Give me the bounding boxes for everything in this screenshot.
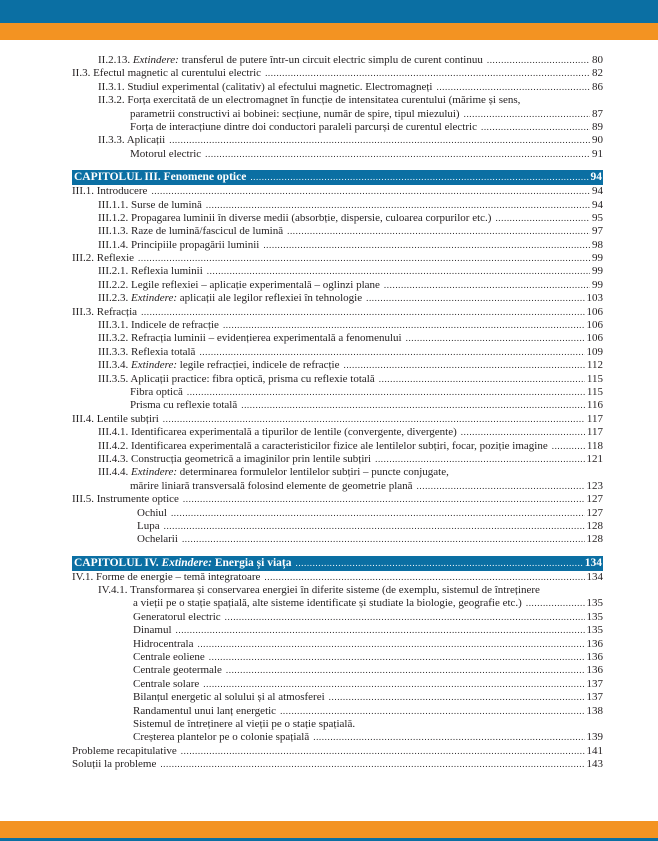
toc-entry-page: 87 [592,107,603,120]
toc-entry-page: 99 [592,252,603,265]
toc-entry-title: Aplicații [126,134,166,147]
toc-entry[interactable] [72,638,603,651]
toc-entry-page: 106 [586,332,603,345]
toc-entry-number: III.3.5. [98,372,129,385]
toc-entry-page: 89 [592,120,603,133]
toc-entry-number: III.2.1. [98,265,129,278]
dot-leader [223,319,585,332]
dot-leader [384,279,590,292]
toc-entry-title: Forța de interacțiune dintre doi conductori paraleli parcurși de curentul electric [130,120,477,133]
toc-entry-page: 136 [586,651,603,664]
toc-entry-title: Introducere [96,185,148,198]
chapter-page: 134 [584,556,602,569]
toc-entry-number: IV.1. [72,570,94,583]
toc-entry[interactable] [72,121,603,134]
dot-leader [379,373,585,386]
toc-entry-title: Centrale eoliene [133,651,205,664]
toc-entry-number: II.2.13. [98,54,131,66]
dot-leader [197,638,584,651]
chapter-italic: Extindere: [161,556,212,569]
toc-entry[interactable] [72,624,603,637]
toc-entry-number: II.3.3. [98,134,125,147]
toc-entry-number: III.1.4. [98,238,129,251]
toc-end-matter [72,745,603,772]
toc-entry-title: Ochiul [137,506,167,519]
toc-entry-number: III.3. [72,305,94,318]
toc-entry-continuation[interactable] [72,597,603,610]
toc-entry[interactable] [72,493,603,506]
header-blue-band [0,0,658,23]
toc-entry-page: 109 [586,345,603,358]
toc-entry-continuation[interactable] [72,108,603,121]
toc-entry-title: Centrale geotermale [133,664,222,677]
dot-leader [203,678,584,691]
chapter-label: CAPITOLUL IV. [74,556,159,569]
dot-leader [487,54,590,67]
toc-entry-title: Hidrocentrala [133,637,194,650]
toc-entry-page: 90 [592,134,603,147]
toc-entry-title: Soluții la probleme [72,758,157,771]
toc-entry[interactable] [72,520,603,533]
toc-entry-title: Identificarea experimentală a tipurilor de lentile (convergente, divergente) [131,426,457,439]
toc-entry[interactable] [72,718,603,731]
spacer [72,547,603,556]
dot-leader [141,306,584,319]
dot-leader [295,556,582,571]
toc-entry[interactable] [72,507,603,520]
toc-entry-page: 128 [586,533,603,546]
toc-entry-number: III.2. [72,252,94,265]
dot-leader [163,413,585,426]
toc-entry-page: 135 [586,624,603,637]
toc-entry[interactable] [72,306,603,319]
toc-entry[interactable] [72,225,603,238]
toc-entry-number: III.3.4. [98,359,129,372]
toc-entry-title: Raze de lumină/fascicul de lumină [131,225,284,238]
dot-leader [164,520,585,533]
dot-leader [187,386,585,399]
toc-entry-page: 117 [586,412,603,425]
toc-entry-number: III.1.1. [98,198,129,211]
dot-leader [329,691,585,704]
dot-leader [417,480,585,493]
toc-entry-title: Dinamul [133,624,172,637]
dot-leader [169,134,590,147]
dot-leader [464,108,590,121]
toc-entry-title: Efectul magnetic al curentului electric [93,67,262,80]
dot-leader [207,265,590,278]
toc-entry-italic: Extindere: [132,54,179,66]
toc-entry[interactable] [72,332,603,345]
toc-entry-page: 137 [586,677,603,690]
toc-entry-continuation[interactable] [72,731,603,744]
toc-entry-title: Centrale solare [133,677,200,690]
toc-entry[interactable] [72,239,603,252]
toc-entry[interactable] [72,252,603,265]
dot-leader [366,292,584,305]
toc-entry-number: II.3.1. [98,80,125,93]
chapter-label: CAPITOLUL III. [74,171,161,184]
toc-entry-page: 134 [586,570,603,583]
toc-entry-page: 97 [592,225,603,238]
dot-leader [205,148,590,161]
toc-entry-page: 106 [586,305,603,318]
toc-entry-title: Indicele de refracție [131,319,219,332]
toc-entry-page: 82 [592,67,603,80]
toc-entry[interactable] [72,678,603,691]
dot-leader [250,170,588,185]
toc-entry-page: 106 [586,319,603,332]
toc-entry[interactable] [72,399,603,412]
dot-leader [526,597,585,610]
toc-entry-title: Probleme recapitulative [72,744,177,757]
toc-entry-title: Fibra optică [130,385,183,398]
toc-entry-number: III.5. [72,493,94,506]
toc-entry-italic: Extindere: [131,292,178,305]
toc-entry-number: III.3.3. [98,345,129,358]
toc-entry-title: Generatorul electric [133,610,221,623]
footer-orange-band [0,821,658,838]
toc-entry-title: Reflexia luminii [131,265,203,278]
toc-entry-italic: Extindere: [131,359,178,372]
toc-entry-number: III.4.3. [98,452,129,465]
toc-entry[interactable] [72,571,603,584]
toc-entry-page: 136 [586,664,603,677]
dot-leader [552,440,585,453]
toc-entry-title: Legile reflexiei – aplicație experimentală – oglinzi plane [131,278,380,291]
toc-entry-title: Refracția luminii – evidențierea experimentală a fenomenului [131,332,402,345]
toc-entry-title: Identificarea experimentală a caracteristicilor fizice ale lentilelor subțiri, focar, poziție imagine [131,439,548,452]
chapter-title: Energia și viața [214,556,292,569]
toc-entry-title: Prisma cu reflexie totală [130,399,238,412]
chapter-banner-iii[interactable] [72,170,603,185]
toc-entry-number: III.4. [72,412,94,425]
toc-entry-title: legile refracției, indicele de refracție [179,359,340,372]
toc-entry-page: 127 [586,506,603,519]
toc-entry[interactable] [72,651,603,664]
toc-entry-page: 123 [586,479,603,492]
toc-entry[interactable] [72,533,603,546]
dot-leader [375,453,584,466]
dot-leader [343,359,584,372]
dot-leader [436,81,590,94]
toc-entry-page: 138 [586,704,603,717]
dot-leader [209,651,585,664]
toc-entry-title: Motorul electric [130,147,202,160]
toc-entry-number: IV.4.1. [98,584,128,597]
toc-entry-title: mărire liniară transversală folosind elemente de geometrie plană [130,479,413,492]
toc-entry[interactable] [72,440,603,453]
toc-entry-title: Surse de lumină [131,198,202,211]
dot-leader [406,332,585,345]
toc-entry-continuation[interactable] [72,480,603,493]
toc-entry[interactable] [72,319,603,332]
toc-entry-page: 116 [586,399,603,412]
toc-entry-page: 115 [586,385,603,398]
toc-entry-number: III.4.4. [98,466,129,479]
toc-entry[interactable] [72,94,603,107]
toc-entry-page: 98 [592,238,603,251]
toc-entry[interactable] [72,611,603,624]
dot-leader [226,664,585,677]
toc-entry[interactable] [72,265,603,278]
toc-entry-page: 94 [592,185,603,198]
dot-leader [206,199,590,212]
toc-entry-title: Ochelarii [137,533,178,546]
toc-entry-page: 118 [586,439,603,452]
toc-entry-probleme[interactable] [72,745,603,758]
toc-entry-title: Randamentul unui lanț energetic [133,704,277,717]
toc-entry[interactable] [72,54,603,67]
toc-entry-number: III.1.3. [98,225,129,238]
chapter-page: 94 [590,171,602,184]
toc-entry-number: III.1.2. [98,211,129,224]
toc-entry-number: III.4.2. [98,439,129,452]
toc-entry-number: II.3. [72,67,91,80]
toc-entry-page: 135 [586,597,603,610]
toc-entry-title: Reflexia totală [131,345,196,358]
toc-entry-title: Transformarea și conservarea energiei în diferite sisteme (de exemplu, sistemul de întreținere [130,584,540,597]
toc-entry-title: Bilanțul energetic al solului și al atmosferei [133,691,325,704]
toc-entry[interactable] [72,67,603,80]
toc-entry-title: aplicații ale legilor reflexiei în tehnologie [179,292,363,305]
dot-leader [264,571,584,584]
toc-entry[interactable] [72,705,603,718]
toc-entry[interactable] [72,453,603,466]
toc-entry-italic: Extindere: [131,466,178,479]
toc-entry[interactable] [72,81,603,94]
toc-entry-page: 112 [586,359,603,372]
dot-leader [151,185,590,198]
toc-entry[interactable] [72,466,603,479]
toc-entry-title: transferul de putere într-un circuit electric simplu de curent continuu [181,54,483,66]
toc-entry-page: 137 [586,691,603,704]
toc-entry-page: 95 [592,211,603,224]
toc-entry[interactable] [72,664,603,677]
chapter-title: Fenomene optice [163,171,247,184]
toc-entry-page: 99 [592,265,603,278]
dot-leader [183,493,585,506]
toc-entry[interactable] [72,373,603,386]
toc-entry[interactable] [72,212,603,225]
toc-entry[interactable] [72,292,603,305]
toc-entry-title: Refracția [96,305,138,318]
toc-entry-page: 94 [592,198,603,211]
header-orange-band [0,23,658,40]
toc-entry[interactable] [72,426,603,439]
dot-leader [160,758,584,771]
toc-entry-number: III.2.2. [98,278,129,291]
toc-entry-title: Forța exercitată de un electromagnet în funcție de intensitatea curentului (mărime și sens, [127,94,521,107]
dot-leader [138,252,590,265]
toc-entry-title: Creșterea plantelor pe o colonie spațială [133,731,310,744]
toc-entry[interactable] [72,359,603,372]
toc-entry-page: 141 [586,744,603,757]
toc-entry-title: Forme de energie – temă integratoare [95,570,261,583]
toc-entry-page: 143 [586,758,603,771]
toc-entry[interactable] [72,386,603,399]
toc-entry[interactable] [72,148,603,161]
toc-entry-page: 136 [586,637,603,650]
toc-entry-title: Construcția geometrică a imaginilor prin lentile subțiri [131,452,372,465]
toc-entry[interactable] [72,413,603,426]
toc-chapter-iii-entries [72,185,603,547]
dot-leader [313,731,584,744]
toc-entry-title: Sistemul de întreținere al vieții pe o stație spațială. [133,717,356,730]
toc-entry-title: Propagarea luminii în diverse medii (absorbție, dispersie, culoarea corpurilor etc.) [131,211,492,224]
toc-entry[interactable] [72,185,603,198]
dot-leader [263,239,590,252]
dot-leader [481,121,590,134]
toc-entry-title: Studiul experimental (calitativ) al efectului magnetic. Electromagneți [127,80,433,93]
toc-entry[interactable] [72,346,603,359]
toc-entry-page: 99 [592,278,603,291]
toc-section-ii-tail [72,54,603,161]
toc-entry-page: 91 [592,147,603,160]
toc-entry-page: 121 [586,452,603,465]
toc-entry[interactable] [72,279,603,292]
toc-entry-solutii[interactable] [72,758,603,771]
toc-entry-page: 86 [592,80,603,93]
dot-leader [495,212,590,225]
dot-leader [241,399,585,412]
dot-leader [280,705,584,718]
dot-leader [181,745,585,758]
toc-entry[interactable] [72,199,603,212]
spacer [72,161,603,170]
toc-entry-title: determinarea formulelor lentilelor subțiri – puncte conjugate, [179,466,449,479]
toc-entry-number: III.3.1. [98,319,129,332]
toc-entry-page: 139 [586,731,603,744]
dot-leader [199,346,584,359]
toc-entry-page: 115 [586,372,603,385]
toc-entry-number: III.1. [72,185,94,198]
toc-entry-title: a vieții pe o stație spațială, alte sisteme identificate și studiate la biologie, geografie etc.) [133,597,522,610]
dot-leader [287,225,590,238]
toc-entry-title: Principiile propagării luminii [131,238,260,251]
toc-entry-title: parametrii constructivi ai bobinei: secțiune, număr de spire, tipul miezului) [130,107,460,120]
toc-entry-number: III.4.1. [98,426,129,439]
toc-entry-page: 127 [586,493,603,506]
toc-entry-title: Lentile subțiri [96,412,159,425]
dot-leader [171,507,585,520]
chapter-banner-iv[interactable] [72,556,603,571]
toc-entry[interactable] [72,691,603,704]
dot-leader [176,624,585,637]
toc-entry-page: 80 [592,54,603,66]
dot-leader [182,533,585,546]
toc-entry-number: II.3.2. [98,94,125,107]
toc-entry[interactable] [72,134,603,147]
dot-leader [265,67,590,80]
toc-entry-title: Reflexie [96,252,135,265]
toc-entry-page: 135 [586,610,603,623]
toc-entry-page: 117 [586,426,603,439]
dot-leader [461,426,585,439]
toc-entry-title: Aplicații practice: fibra optică, prisma cu reflexie totală [130,372,375,385]
table-of-contents [72,54,603,772]
toc-entry-page: 103 [586,292,603,305]
toc-entry-page: 128 [586,519,603,532]
toc-entry-title: Lupa [137,519,160,532]
toc-entry-number: III.3.2. [98,332,129,345]
toc-chapter-iv-entries [72,571,603,745]
dot-leader [225,611,585,624]
toc-entry[interactable] [72,584,603,597]
toc-entry-title: Instrumente optice [96,493,179,506]
toc-entry-number: III.2.3. [98,292,129,305]
